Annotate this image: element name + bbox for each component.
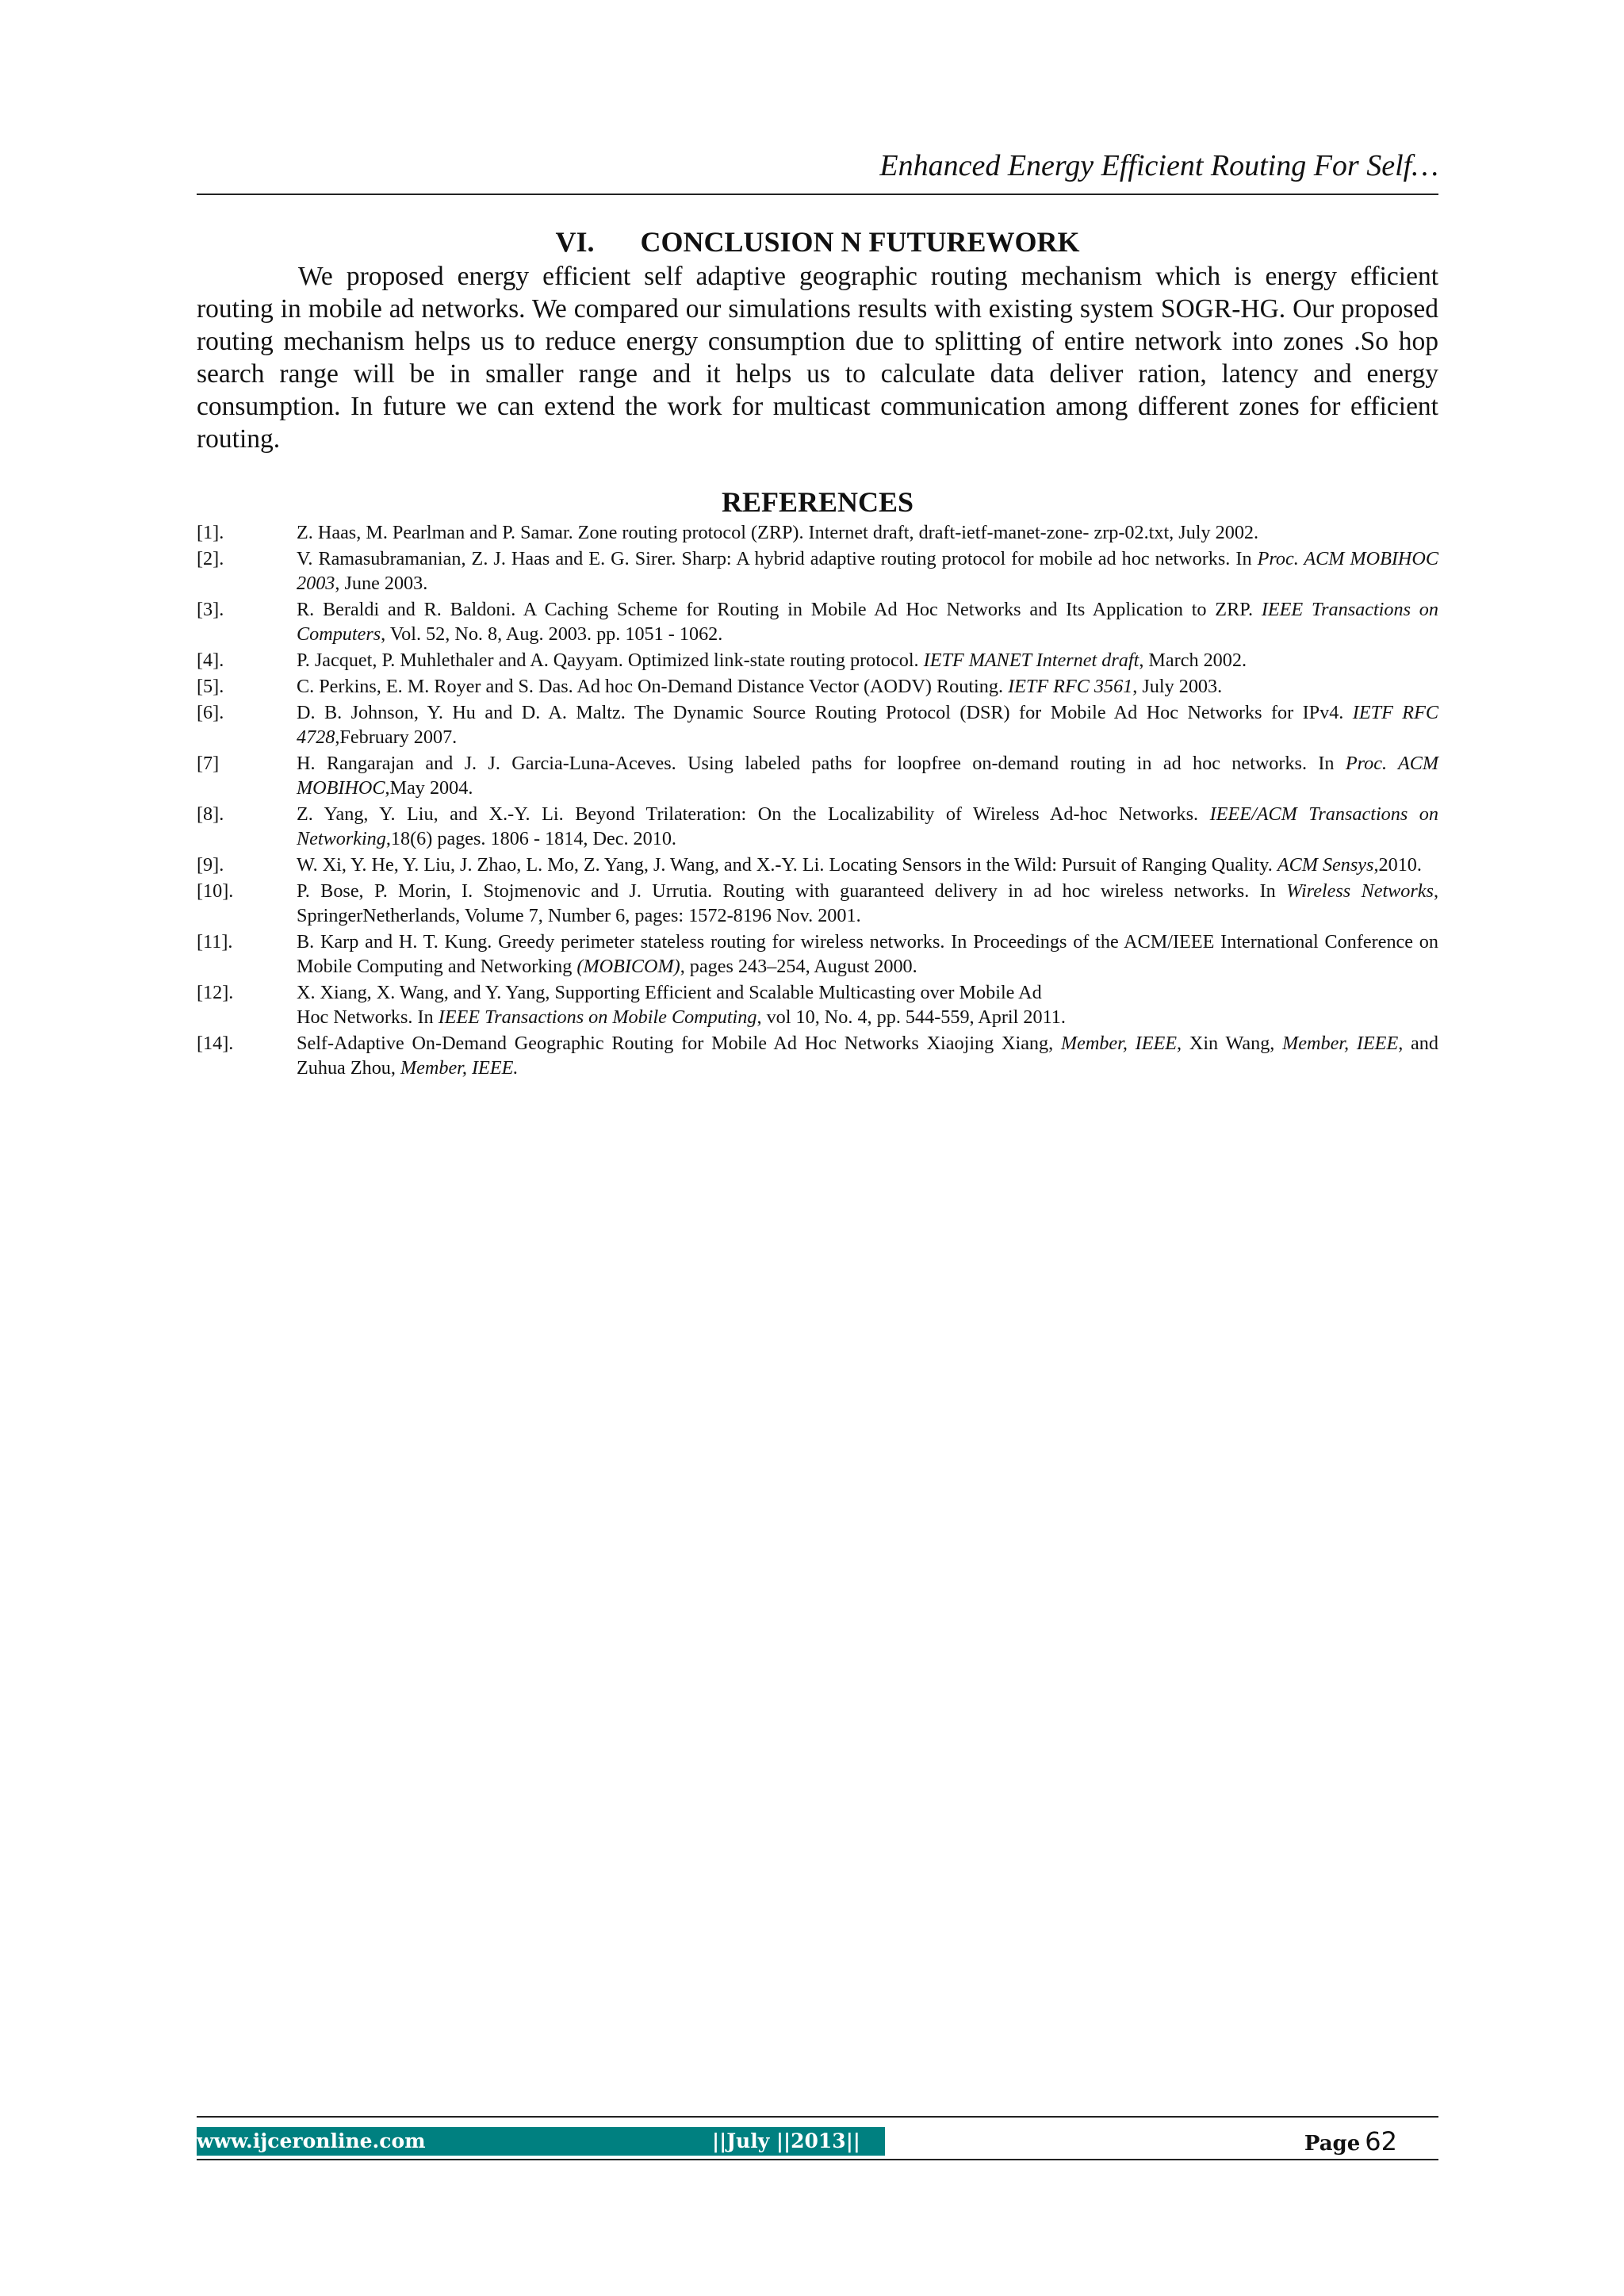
reference-segment: , SpringerNetherlands, Volume 7, Number 6, pages: 1572-8196 Nov. 2001. [297, 880, 1438, 926]
page-number: 62 [1365, 2126, 1397, 2156]
reference-number: [11]. [197, 931, 233, 953]
reference-text [297, 751, 1438, 800]
reference-segment: V. Ramasubramanian, Z. J. Haas and E. G. Sirer. Sharp: A hybrid adaptive routing protocol for mobile ad hoc networks. In [297, 548, 1258, 569]
reference-item [197, 751, 1438, 800]
reference-italic-segment: Proc. ACM MOBIHOC 2003 [297, 548, 1438, 594]
reference-number: [12]. [197, 982, 234, 1003]
reference-italic-segment: Member, IEEE. [400, 1057, 519, 1079]
reference-segment: B. Karp and H. T. Kung. Greedy perimeter stateless routing for wireless networks. In Proceedings of the ACM/IEEE International Conference on Mobile Computing and Networking [297, 931, 1438, 977]
reference-number: [9]. [197, 854, 224, 876]
reference-text [297, 853, 1438, 877]
reference-item [197, 1031, 1438, 1080]
reference-segment: ,February 2007. [335, 726, 458, 748]
reference-item [197, 597, 1438, 646]
conclusion-paragraph: We proposed energy efficient self adaptive geographic routing mechanism which is energy efficient routing in mobile ad networks. We compared our simulations results with existing system SOGR-HG. Our proposed routing mechanism helps us to reduce energy consumption due to splitting of entire network into zones .So hop search range will be in smaller range and it helps us to calculate data deliver ration, latency and energy consumption. In future we can extend the work for multicast communication among different zones for efficient routing. [197, 262, 1438, 454]
reference-number: [4]. [197, 650, 224, 671]
reference-item [197, 648, 1438, 673]
section-number: VI. [555, 226, 595, 258]
reference-number: [6]. [197, 702, 224, 723]
reference-italic-segment: IETF RFC 4728 [297, 702, 1438, 748]
reference-italic-segment: IEEE Transactions on Computers [297, 599, 1438, 645]
reference-italic-segment: (MOBICOM) [576, 956, 680, 977]
reference-segment: Self-Adaptive On-Demand Geographic Routing for Mobile Ad Hoc Networks Xiaojing Xiang, [297, 1033, 1061, 1054]
reference-text [297, 1031, 1438, 1080]
reference-text [297, 879, 1438, 928]
reference-segment: H. Rangarajan and J. J. Garcia-Luna-Aceves. Using labeled paths for loopfree on-demand routing in ad hoc networks. In [297, 753, 1346, 774]
reference-text [297, 674, 1438, 699]
section-heading [197, 225, 1438, 259]
reference-segment: , Vol. 52, No. 8, Aug. 2003. pp. 1051 - 1062. [381, 623, 723, 645]
reference-segment: D. B. Johnson, Y. Hu and D. A. Maltz. The Dynamic Source Routing Protocol (DSR) for Mobile Ad Hoc Networks for IPv4. [297, 702, 1353, 723]
reference-segment: Z. Haas, M. Pearlman and P. Samar. Zone routing protocol (ZRP). Internet draft, draft-ietf-manet-zone- zrp-02.txt, July 2002. [297, 522, 1259, 543]
reference-segment: R. Beraldi and R. Baldoni. A Caching Scheme for Routing in Mobile Ad Hoc Networks and Its Application to ZRP. [297, 599, 1262, 620]
reference-number: [3]. [197, 599, 224, 620]
reference-text [297, 546, 1438, 596]
footer [197, 2127, 1438, 2157]
header-rule [197, 194, 1438, 195]
reference-item [197, 674, 1438, 699]
reference-number: [2]. [197, 548, 224, 569]
reference-number: [8]. [197, 803, 224, 825]
reference-item [197, 700, 1438, 749]
reference-number: [10]. [197, 880, 234, 902]
reference-italic-segment: IETF RFC 3561 [1008, 676, 1133, 697]
reference-segment: ,2010. [1373, 854, 1422, 876]
section-title: CONCLUSION N FUTUREWORK [640, 226, 1080, 258]
page-label: Page [1304, 2132, 1361, 2156]
reference-item [197, 980, 1438, 1029]
reference-segment: X. Xiang, X. Wang, and Y. Yang, Supporting Efficient and Scalable Multicasting over Mobile Ad [297, 982, 1042, 1003]
reference-item [197, 879, 1438, 928]
references-heading: REFERENCES [721, 486, 914, 518]
reference-segment: C. Perkins, E. M. Royer and S. Das. Ad hoc On-Demand Distance Vector (AODV) Routing. [297, 676, 1009, 697]
reference-segment: P. Jacquet, P. Muhlethaler and A. Qayyam. Optimized link-state routing protocol. [297, 650, 924, 671]
reference-segment: , March 2002. [1139, 650, 1247, 671]
reference-segment: W. Xi, Y. He, Y. Liu, J. Zhao, L. Mo, Z. Yang, J. Wang, and X.-Y. Li. Locating Sensors in the Wild: Pursuit of Ranging Quality. [297, 854, 1277, 876]
reference-segment: , vol 10, No. 4, pp. 544-559, April 2011. [756, 1006, 1066, 1028]
footer-top-rule [197, 2116, 1438, 2118]
reference-text [297, 648, 1438, 673]
reference-segment: and Zuhua Zhou, [297, 1033, 1438, 1079]
reference-number: [5]. [197, 676, 224, 697]
reference-italic-segment: Member, IEEE, [1060, 1033, 1182, 1054]
reference-italic-segment: IEEE/ACM Transactions on Networking [297, 803, 1438, 849]
reference-text [297, 520, 1438, 545]
reference-text [297, 980, 1438, 1029]
reference-italic-segment: IETF MANET Internet draft [923, 650, 1139, 671]
reference-number: [7] [197, 753, 220, 774]
reference-italic-segment: Wireless Networks [1286, 880, 1434, 902]
reference-segment: Hoc Networks. In [297, 1006, 439, 1028]
reference-item [197, 930, 1438, 979]
reference-number: [1]. [197, 522, 224, 543]
footer-issue-date: ||July ||2013|| [712, 2129, 860, 2152]
reference-segment: ,18(6) pages. 1806 - 1814, Dec. 2010. [385, 828, 676, 849]
reference-italic-segment: ACM Sensys [1277, 854, 1374, 876]
footer-bottom-rule [197, 2159, 1438, 2160]
reference-segment: Xin Wang, [1182, 1033, 1283, 1054]
reference-item [197, 546, 1438, 596]
reference-text [297, 930, 1438, 979]
reference-segment: , pages 243–254, August 2000. [680, 956, 917, 977]
reference-number: [14]. [197, 1033, 234, 1054]
reference-segment: , July 2003. [1132, 676, 1223, 697]
reference-segment: Z. Yang, Y. Liu, and X.-Y. Li. Beyond Trilateration: On the Localizability of Wireless Ad-hoc Networks. [297, 803, 1210, 825]
reference-item [197, 853, 1438, 877]
reference-list [197, 520, 1438, 1082]
reference-text [297, 597, 1438, 646]
reference-segment: ,May 2004. [385, 777, 473, 799]
reference-text [297, 700, 1438, 749]
reference-segment: P. Bose, P. Morin, I. Stojmenovic and J. Urrutia. Routing with guaranteed delivery in ad hoc wireless networks. In [297, 880, 1287, 902]
reference-segment: , June 2003. [335, 573, 428, 594]
reference-italic-segment: IEEE Transactions on Mobile Computing [438, 1006, 757, 1028]
reference-item [197, 520, 1438, 545]
reference-text [297, 802, 1438, 851]
footer-page-indicator [1304, 2127, 1397, 2158]
reference-item [197, 802, 1438, 851]
reference-italic-segment: Member, IEEE, [1282, 1033, 1404, 1054]
running-head: Enhanced Energy Efficient Routing For Self… [879, 149, 1438, 182]
footer-website-link[interactable]: www.ijceronline.com [197, 2129, 426, 2152]
reference-italic-segment: Proc. ACM MOBIHOC [297, 753, 1438, 799]
